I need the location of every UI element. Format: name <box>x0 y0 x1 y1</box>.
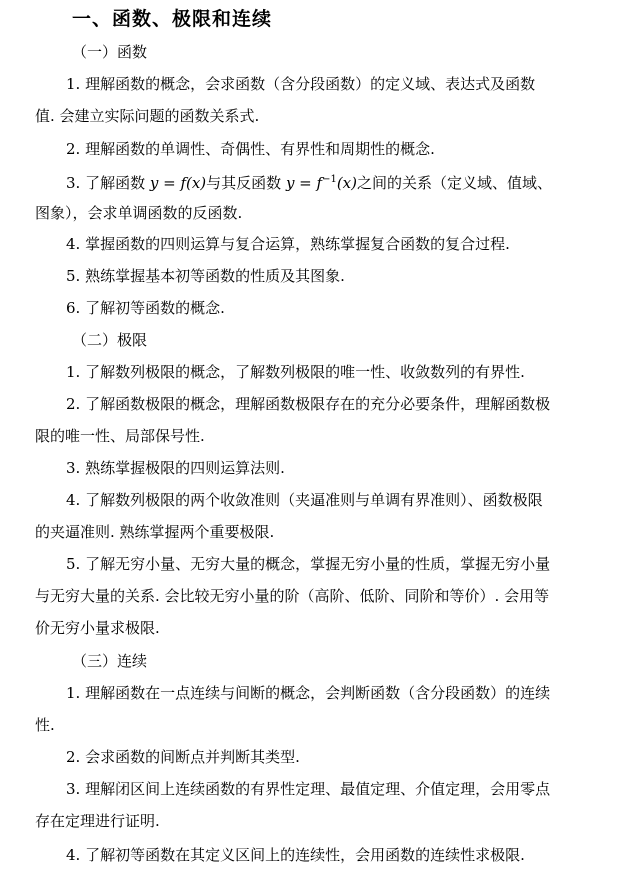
item-text: 价无穷小量求极限. <box>35 619 160 637</box>
item-text: 值. 会建立实际问题的函数关系式. <box>35 107 260 125</box>
item-text: 与其反函数 <box>206 174 286 192</box>
formula-superscript: −1 <box>322 174 337 185</box>
item-text: 存在定理进行证明. <box>35 812 160 830</box>
formula-argument: (x) <box>336 174 357 192</box>
item-text: 2. 了解函数极限的概念，理解函数极限存在的充分必要条件，理解函数极 <box>66 395 551 413</box>
item-text: 4. 了解数列极限的两个收敛准则（夹逼准则与单调有界准则）、函数极限 <box>66 491 543 509</box>
item-text: 1. 理解函数在一点连续与间断的概念，会判断函数（含分段函数）的连续 <box>66 684 551 702</box>
formula-inverse-function <box>286 174 357 192</box>
item-text: 6. 了解初等函数的概念. <box>66 299 225 317</box>
item-text: 2. 理解函数的单调性、奇偶性、有界性和周期性的概念. <box>66 140 435 158</box>
item-text: 限的唯一性、局部保号性. <box>35 427 205 445</box>
item-text: 与无穷大量的关系. 会比较无穷小量的阶（高阶、低阶、同阶和等价）. 会用等 <box>35 587 550 605</box>
item-text: 4. 了解初等函数在其定义区间上的连续性，会用函数的连续性求极限. <box>66 846 525 864</box>
section-heading-functions: （一）函数 <box>72 43 148 61</box>
item-text: 4. 掌握函数的四则运算与复合运算，熟练掌握复合函数的复合过程. <box>66 235 510 253</box>
item-text: 性. <box>35 716 55 734</box>
item-text: 1. 了解数列极限的概念，了解数列极限的唯一性、收敛数列的有界性. <box>66 363 525 381</box>
formula-function: y = f(x) <box>149 174 207 192</box>
item-text: 1. 理解函数的概念，会求函数（含分段函数）的定义域、表达式及函数 <box>66 75 536 93</box>
item-text: 2. 会求函数的间断点并判断其类型. <box>66 748 300 766</box>
item-text: 5. 了解无穷小量、无穷大量的概念，掌握无穷小量的性质，掌握无穷小量 <box>66 555 551 573</box>
item-text: 3. 熟练掌握极限的四则运算法则. <box>66 459 285 477</box>
section-heading-continuity: （三）连续 <box>72 652 148 670</box>
item-text-with-formula <box>66 170 552 193</box>
formula-base: y = f <box>285 174 323 192</box>
section-heading-limits: （二）极限 <box>72 331 148 349</box>
item-text: 3. 理解闭区间上连续函数的有界性定理、最值定理、介值定理，会用零点 <box>66 780 551 798</box>
chapter-title: 一、函数、极限和连续 <box>72 8 273 30</box>
item-text: 3. 了解函数 <box>66 174 150 192</box>
item-text: 5. 熟练掌握基本初等函数的性质及其图象. <box>66 267 345 285</box>
item-text: 图象），会求单调函数的反函数. <box>35 204 243 222</box>
item-text: 之间的关系（定义域、值域、 <box>357 174 553 192</box>
item-text: 的夹逼准则. 熟练掌握两个重要极限. <box>35 523 275 541</box>
